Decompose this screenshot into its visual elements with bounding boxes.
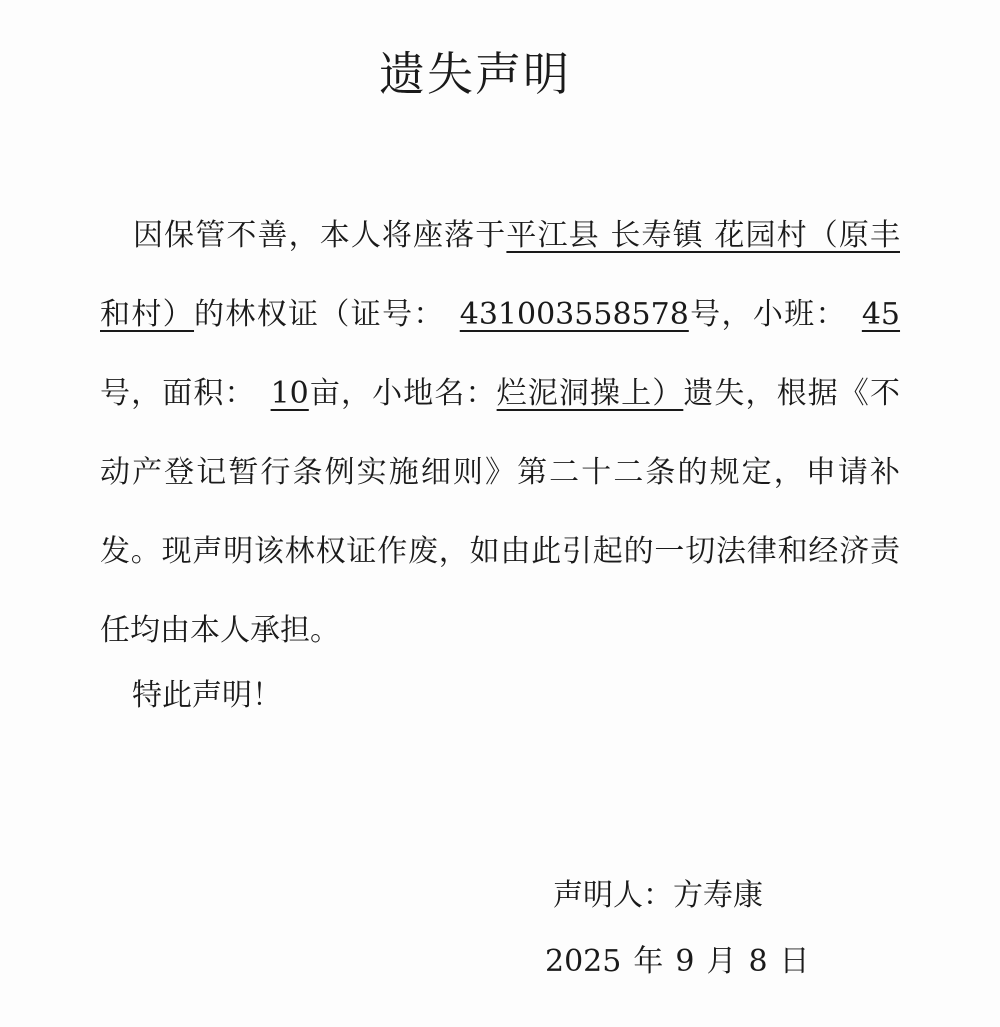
closing-line: 特此声明！ <box>132 678 282 713</box>
text-area-label: 号，面积： <box>100 376 256 411</box>
signer-line: 声明人：方寿康 <box>553 878 763 913</box>
place-name: 烂泥洞操上） <box>496 376 684 411</box>
location-line2: 丰和村） <box>100 218 900 332</box>
text-statement: 遗失，根据《不动产登记暂行条例实施细则》第二十二条的规定，申请补发。现声明该林权证作废，如由此引起的一切法律和经济责任均由本人承担。 <box>100 376 901 648</box>
date-month: 9 <box>675 944 695 979</box>
document-title: 遗失声明 <box>379 47 571 101</box>
date-month-unit: 月 <box>706 944 737 979</box>
date-year-unit: 年 <box>633 944 664 979</box>
date-day-unit: 日 <box>779 944 810 979</box>
location-line1: 平江县 长寿镇 花园村（原 <box>506 218 870 253</box>
statement-date <box>545 936 810 980</box>
text-intro: 因保管不善，本人将座落于 <box>133 218 507 253</box>
date-year: 2025 <box>545 944 622 979</box>
text-place-label: 亩，小地名： <box>308 376 497 411</box>
date-day: 8 <box>748 944 768 979</box>
text-subclass-label: 号，小班： <box>688 297 847 332</box>
statement-body <box>100 196 900 670</box>
certificate-number: 431003558578 <box>459 297 689 332</box>
subclass-number: 45 <box>861 297 901 332</box>
text-cert-label: 的林权证（证号： <box>194 297 445 332</box>
area-value: 10 <box>270 376 309 411</box>
statement-paragraph <box>100 196 900 670</box>
